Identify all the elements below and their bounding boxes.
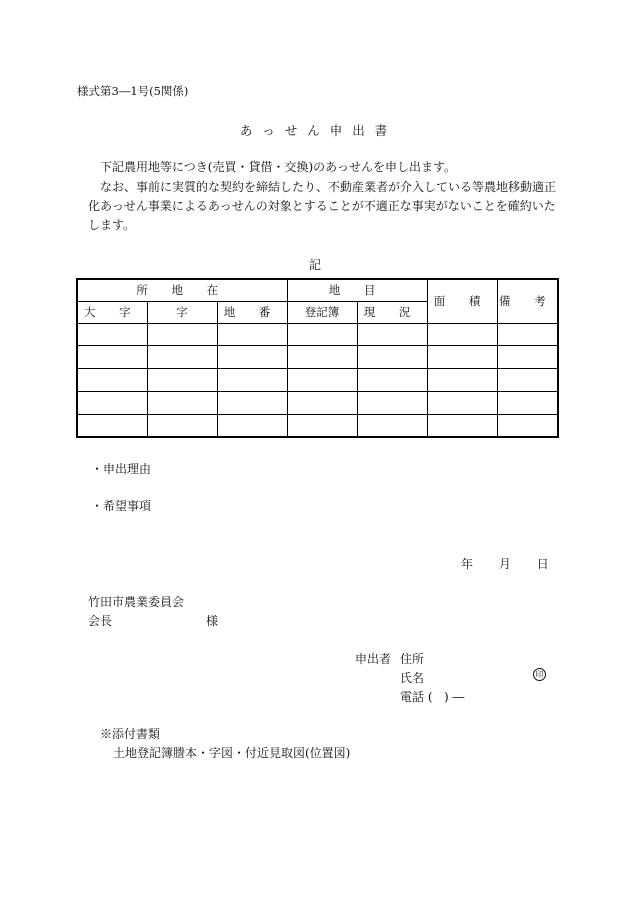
land-table [76, 278, 559, 438]
registry-header: 登記簿 [287, 301, 357, 323]
committee-name: 竹田市農業委員会 [88, 595, 185, 609]
table-row [77, 369, 558, 392]
area-header: 面 積 [427, 279, 497, 323]
date-day: 日 [536, 557, 549, 571]
aza-header: 字 [147, 301, 217, 323]
address-label: 住所 [400, 652, 425, 666]
chimoku-header: 地 目 [287, 279, 427, 301]
date-line [461, 555, 549, 572]
remarks-header: 備 考 [497, 279, 558, 323]
current-header: 現 況 [357, 301, 427, 323]
date-year: 年 [461, 557, 474, 571]
honorific: 様 [206, 614, 219, 628]
oaza-header: 大 字 [77, 301, 147, 323]
table-row [77, 391, 558, 414]
paragraph-pledge: なお、事前に実質的な契約を締結したり、不動産業者が介入している等農地移動適正化あっせん事業によるあっせんの対象とすることが不適正な事実がないことを確約いたします。 [88, 180, 557, 232]
location-header: 所 地 在 [77, 279, 287, 301]
reason-label: ・申出理由 [91, 462, 152, 476]
table-row [77, 414, 558, 437]
chiban-header: 地 番 [217, 301, 287, 323]
name-label: 氏名 [400, 671, 425, 685]
ki-heading: 記 [308, 258, 321, 272]
document-title: あ っ せ ん 申 出 書 [239, 123, 391, 138]
phone-label: 電話 ( ) ― [400, 690, 465, 704]
attachments-list: 土地登記簿謄本・字図・付近見取図(位置図) [113, 746, 351, 760]
chair-label: 会長 [88, 614, 113, 628]
attachments-heading: ※添付書類 [100, 727, 161, 741]
paragraph-request: 下記農用地等につき(売買・貸借・交換)のあっせんを申し出ます。 [100, 160, 457, 174]
table-row [77, 323, 558, 346]
wish-label: ・希望事項 [91, 499, 152, 513]
form-number: 様式第3―1号(5関係) [77, 84, 189, 98]
applicant-label: 申出者 [355, 652, 392, 666]
date-month: 月 [498, 557, 511, 571]
seal-mark: 印 [533, 668, 546, 681]
table-row [77, 346, 558, 369]
